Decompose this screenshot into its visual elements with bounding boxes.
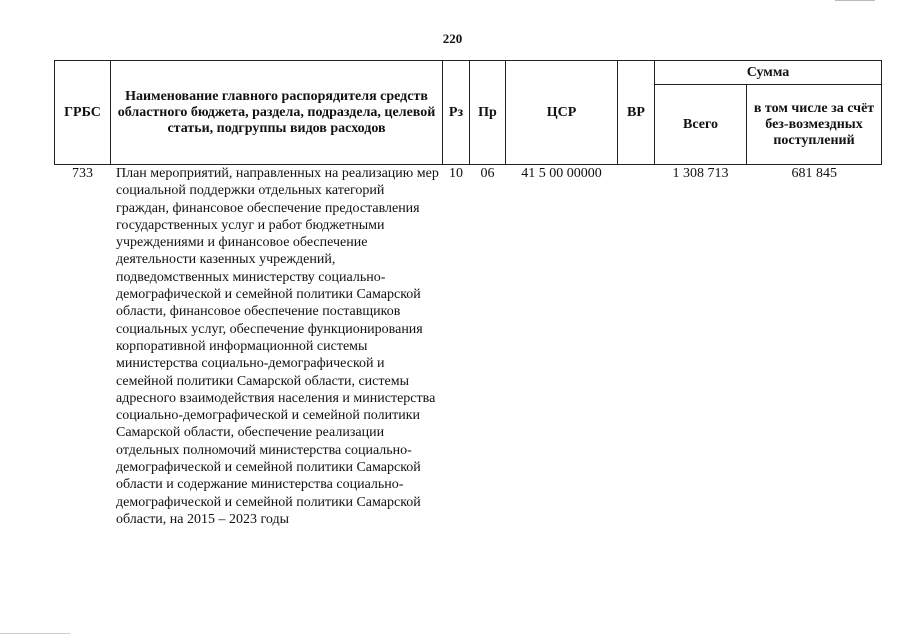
cell-free: 681 845 [791, 166, 837, 181]
cell-total: 1 308 713 [672, 166, 729, 181]
header-sum: Сумма [655, 61, 882, 85]
header-rz: Рз [443, 61, 470, 165]
page-number: 220 [442, 31, 463, 46]
header-grbs: ГРБС [55, 61, 111, 165]
header-vr: ВР [618, 61, 655, 165]
header-total: Всего [655, 85, 747, 165]
cell-pr: 06 [480, 166, 495, 181]
scan-edge-mark [835, 0, 875, 1]
header-free: в том числе за счёт без-возмездных поступлений [747, 85, 882, 165]
header-name: Наименование главного распорядителя средств областного бюджета, раздела, подраздела, целевой статьи, подгруппы видов расходов [111, 61, 443, 165]
cell-csr: 41 5 00 00000 [521, 166, 602, 181]
table-row [55, 165, 882, 529]
cell-grbs: 733 [72, 166, 93, 181]
scan-edge-mark-bottom [0, 633, 70, 634]
cell-vr [618, 165, 655, 529]
header-pr: Пр [470, 61, 506, 165]
cell-rz: 10 [449, 166, 463, 181]
cell-name: План мероприятий, направленных на реализацию мер социальной поддержки отдельных категорий граждан, финансовое обеспечение предоставления государственных услуг и работ бюджетными учреждениями и финансовое обеспечение деятельности казенных учреждений, подведомственных министерству социально-демографической и семейной политики Самарской области, финансовое обеспечение поставщиков социальных услуг, обеспечение функционирования корпоративной информационной системы министерства социально-демографической и семейной политики Самарской области, системы адресного взаимодействия населения и министерства социально-демографической и семейной политики Самарской области, обеспечение реализации отдельных полномочий министерства социально-демографической и семейной политики Самарской области и содержание министерства социально-демографической и семейной политики Самарской области, на 2015 – 2023 годы [116, 166, 439, 527]
budget-table [54, 60, 882, 528]
header-csr: ЦСР [506, 61, 618, 165]
